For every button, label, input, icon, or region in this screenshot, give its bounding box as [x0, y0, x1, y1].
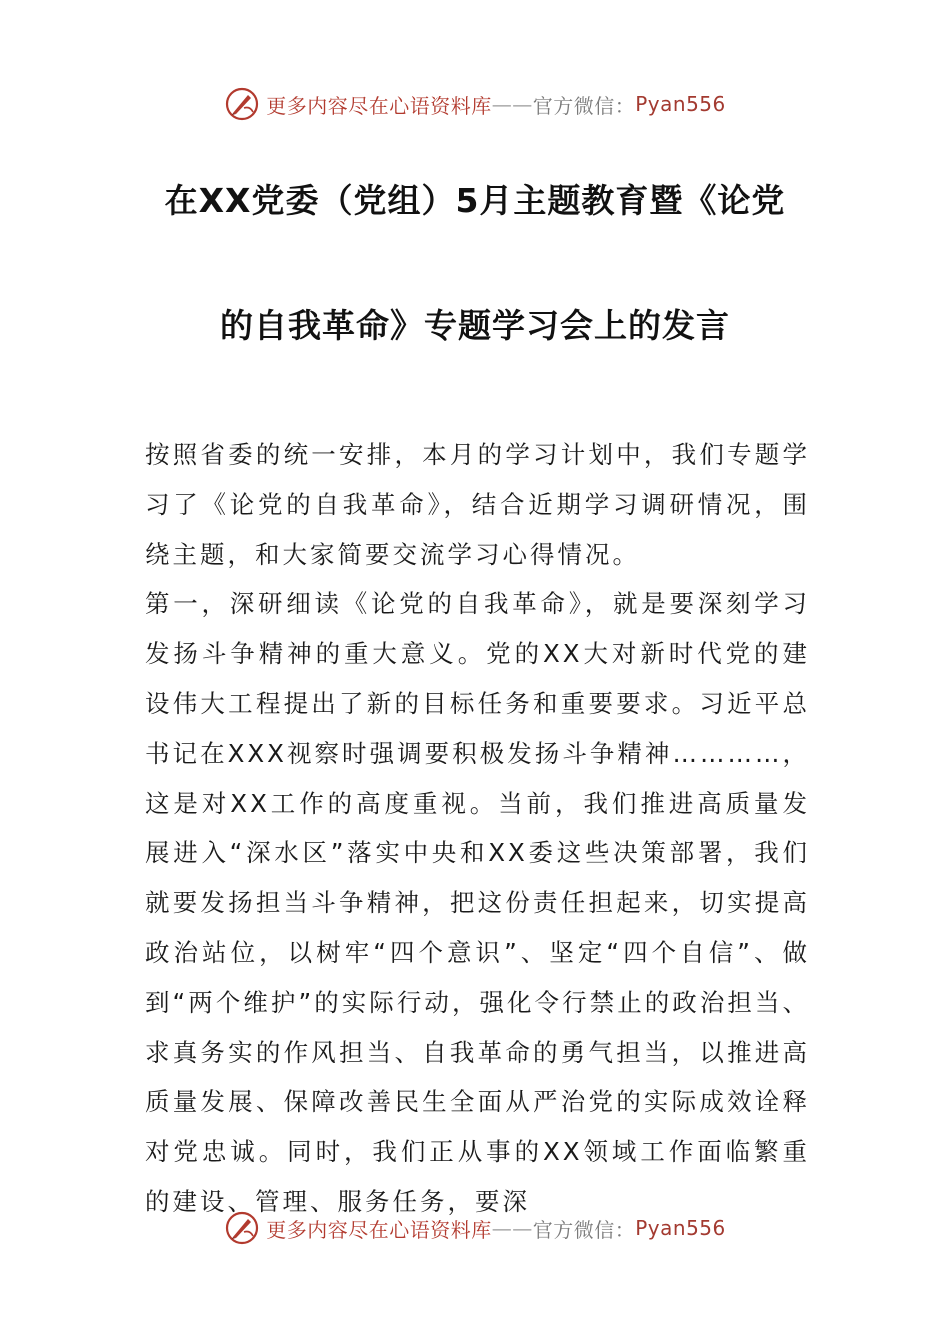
banner-main-text: 更多内容尽在心语资料库: [266, 1217, 492, 1242]
banner-text: [266, 90, 726, 119]
quill-pen-seal-icon: [224, 86, 260, 122]
banner-separator: ——: [491, 92, 533, 116]
footer-banner: [0, 1206, 950, 1250]
banner-wechat-id: Pyan556: [635, 1216, 726, 1240]
banner-label: 官方微信：: [532, 1217, 636, 1242]
header-banner: [0, 82, 950, 126]
document-title-line-2: 的自我革命》专题学习会上的发言: [220, 306, 730, 345]
document-title-line-1: 在XX党委（党组）5月主题教育暨《论党: [164, 181, 786, 220]
banner-text: [266, 1214, 726, 1243]
quill-pen-seal-icon: [224, 1210, 260, 1246]
banner-wechat-id: Pyan556: [635, 92, 726, 116]
paragraph-first-point: 第一，深研细读《论党的自我革命》，就是要深刻学习发扬斗争精神的重大意义。党的XX大对新时代党的建设伟大工程提出了新的目标任务和重要要求。习近平总书记在XXX视察时强调要积极发扬斗争精神…………，这是对XX工作的高度重视。当前，我们推进高质量发展进入“深水区”落实中央和XX委这些决策部署，我们就要发扬担当斗争精神，把这份责任担起来，切实提高政治站位，以树牢“四个意识”、坚定“四个自信”、做到“两个维护”的实际行动，强化令行禁止的政治担当、求真务实的作风担当、自我革命的勇气担当，以推进高质量发展、保障改善民生全面从严治党的实际成效诠释对党忠诚。同时，我们正从事的XX领域工作面临繁重的建设、管理、服务任务，要深: [145, 589, 810, 1216]
document-body: [145, 430, 810, 1227]
banner-label: 官方微信：: [532, 93, 636, 118]
banner-separator: ——: [491, 1216, 533, 1240]
paragraph-intro: 按照省委的统一安排，本月的学习计划中，我们专题学习了《论党的自我革命》，结合近期学习调研情况，围绕主题，和大家简要交流学习心得情况。: [145, 440, 810, 569]
banner-main-text: 更多内容尽在心语资料库: [266, 93, 492, 118]
